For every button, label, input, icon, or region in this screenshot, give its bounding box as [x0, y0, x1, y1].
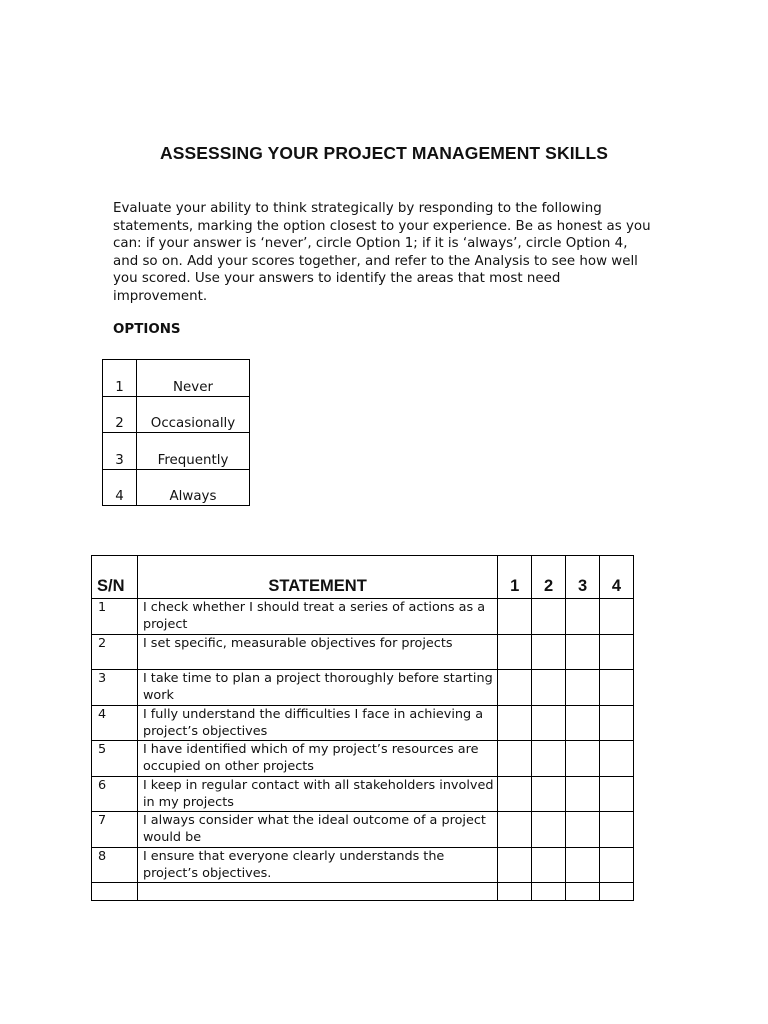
table-row	[92, 670, 634, 706]
row-sn: 1	[92, 599, 138, 635]
option-label: Frequently	[137, 433, 250, 470]
row-statement: I fully understand the difficulties I face in achieving a project’s objectives	[137, 705, 497, 741]
score-cell-1[interactable]	[498, 599, 532, 635]
row-statement: I always consider what the ideal outcome of a project would be	[137, 812, 497, 848]
row-sn: 6	[92, 776, 138, 812]
row-statement: I have identified which of my project’s resources are occupied on other projects	[137, 741, 497, 777]
empty-cell	[137, 883, 497, 901]
score-cell-4[interactable]	[600, 599, 634, 635]
score-cell-4[interactable]	[600, 812, 634, 848]
row-sn: 3	[92, 670, 138, 706]
row-sn: 4	[92, 705, 138, 741]
row-statement: I take time to plan a project thoroughly before starting work	[137, 670, 497, 706]
score-cell-4[interactable]	[600, 776, 634, 812]
page-title: ASSESSING YOUR PROJECT MANAGEMENT SKILLS	[159, 143, 609, 163]
score-cell-4[interactable]	[600, 705, 634, 741]
option-row	[103, 433, 250, 470]
score-cell-3[interactable]	[566, 599, 600, 635]
header-sn: S/N	[92, 556, 138, 599]
row-statement: I check whether I should treat a series of actions as a project	[137, 599, 497, 635]
score-cell-2[interactable]	[532, 705, 566, 741]
empty-cell	[498, 883, 532, 901]
empty-cell	[92, 883, 138, 901]
score-cell-4[interactable]	[600, 741, 634, 777]
empty-cell	[566, 883, 600, 901]
score-cell-3[interactable]	[566, 812, 600, 848]
options-table	[102, 359, 250, 506]
row-sn: 7	[92, 812, 138, 848]
score-cell-2[interactable]	[532, 812, 566, 848]
option-label: Occasionally	[137, 396, 250, 433]
table-row	[92, 741, 634, 777]
options-heading: OPTIONS	[113, 322, 181, 337]
score-cell-4[interactable]	[600, 634, 634, 670]
header-statement: STATEMENT	[137, 556, 497, 599]
score-cell-3[interactable]	[566, 634, 600, 670]
header-score-3: 3	[566, 556, 600, 599]
option-row	[103, 396, 250, 433]
row-sn: 5	[92, 741, 138, 777]
row-sn: 2	[92, 634, 138, 670]
score-cell-1[interactable]	[498, 705, 532, 741]
score-cell-2[interactable]	[532, 634, 566, 670]
intro-paragraph: Evaluate your ability to think strategically by responding to the following statements, marking the option closest to your experience. Be as honest as you can: if your answer is ‘never’, circle Option 1; if it is ‘always’, circle Option 4, and so on. Add your scores together, and refer to the Analysis to see how well you scored. Use your answers to identify the areas that most need improvement.	[113, 201, 651, 304]
score-cell-3[interactable]	[566, 741, 600, 777]
score-cell-4[interactable]	[600, 847, 634, 883]
row-statement: I set specific, measurable objectives for projects	[137, 634, 497, 670]
table-row	[92, 634, 634, 670]
score-cell-1[interactable]	[498, 670, 532, 706]
empty-table-row	[92, 883, 634, 901]
option-row	[103, 360, 250, 397]
header-score-2: 2	[532, 556, 566, 599]
option-number: 1	[103, 360, 137, 397]
empty-cell	[532, 883, 566, 901]
statements-table	[91, 555, 634, 901]
score-cell-3[interactable]	[566, 705, 600, 741]
option-label: Never	[137, 360, 250, 397]
row-statement: I ensure that everyone clearly understands the project’s objectives.	[137, 847, 497, 883]
score-cell-4[interactable]	[600, 670, 634, 706]
table-header-row	[92, 556, 634, 599]
score-cell-2[interactable]	[532, 599, 566, 635]
score-cell-3[interactable]	[566, 670, 600, 706]
option-label: Always	[137, 469, 250, 506]
score-cell-2[interactable]	[532, 670, 566, 706]
row-sn: 8	[92, 847, 138, 883]
score-cell-1[interactable]	[498, 634, 532, 670]
table-row	[92, 776, 634, 812]
score-cell-1[interactable]	[498, 776, 532, 812]
empty-cell	[600, 883, 634, 901]
table-row	[92, 847, 634, 883]
score-cell-2[interactable]	[532, 776, 566, 812]
table-row	[92, 599, 634, 635]
score-cell-3[interactable]	[566, 776, 600, 812]
score-cell-2[interactable]	[532, 741, 566, 777]
score-cell-1[interactable]	[498, 812, 532, 848]
option-number: 4	[103, 469, 137, 506]
score-cell-3[interactable]	[566, 847, 600, 883]
score-cell-1[interactable]	[498, 741, 532, 777]
option-row	[103, 469, 250, 506]
score-cell-1[interactable]	[498, 847, 532, 883]
score-cell-2[interactable]	[532, 847, 566, 883]
option-number: 3	[103, 433, 137, 470]
row-statement: I keep in regular contact with all stakeholders involved in my projects	[137, 776, 497, 812]
header-score-1: 1	[498, 556, 532, 599]
table-row	[92, 705, 634, 741]
header-score-4: 4	[600, 556, 634, 599]
option-number: 2	[103, 396, 137, 433]
table-row	[92, 812, 634, 848]
